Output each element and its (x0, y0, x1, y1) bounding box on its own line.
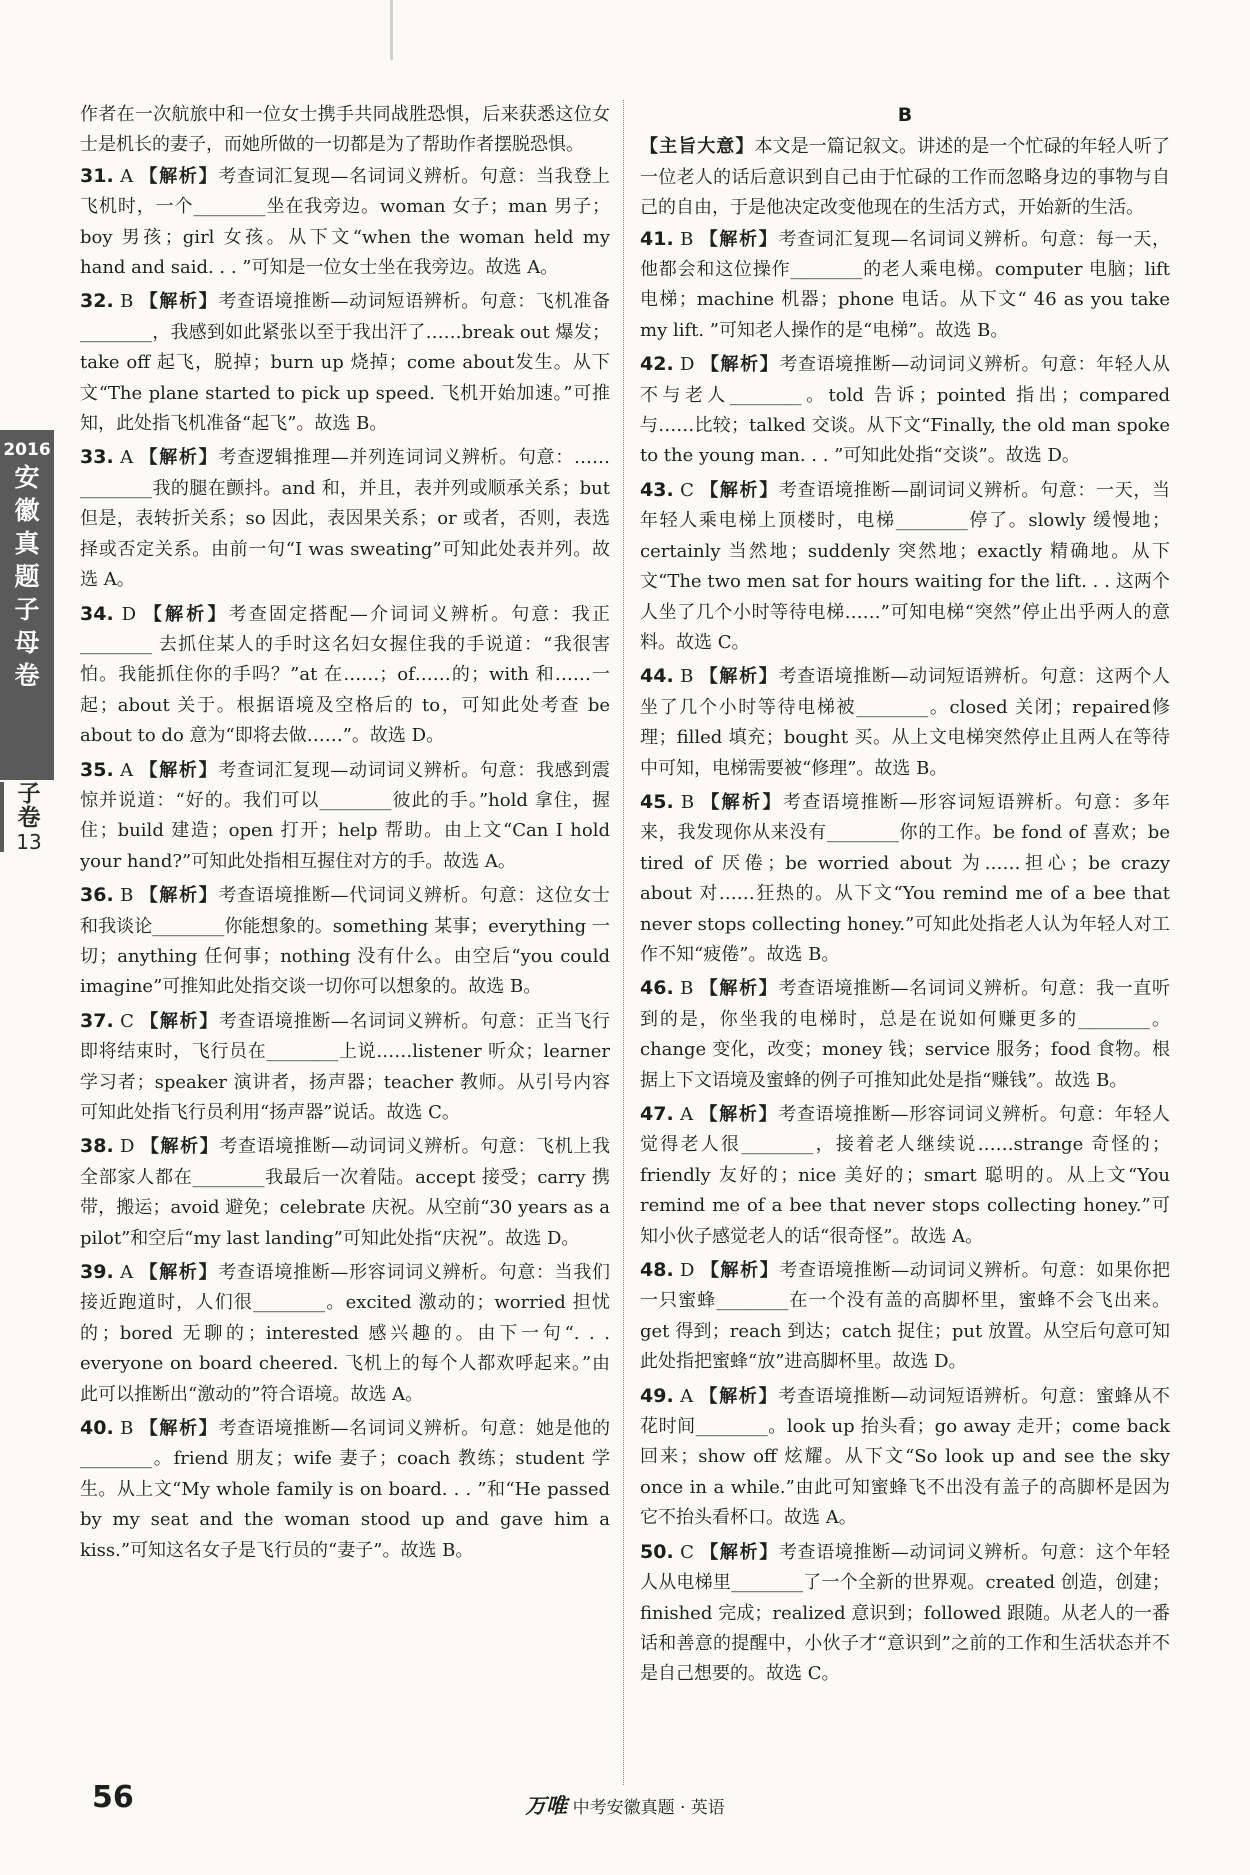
question-number: 49. (640, 1384, 674, 1407)
answer-item (80, 880, 610, 1003)
analysis-text: 考查语境推断—动词短语辨析。句意：飞机准备________，我感到如此紧张以至于我出汗了……break out 爆发；take off 起飞，脱掉；burn up 烧掉；come about发生。从下文“The plane started to pick up speed. 飞机开始加速。”可推知，此处指飞机准备“起飞”。故选 B。 (80, 291, 610, 435)
answer-letter: A (120, 759, 134, 781)
analysis-text: 考查固定搭配—介词词义辨析。句意：我正________ 去抓住某人的手时这名妇女握住我的手说道：“我很害怕。我能抓住你的手吗？”at 在……；of……的；with 和……一起；about 关于。根据语境及空格后的 to，可知此处考查 be about to do 意为“即将去做……”。故选 D。 (80, 603, 610, 747)
answer-letter: C (680, 479, 694, 501)
analysis-tag: 【解析】 (699, 978, 779, 1000)
analysis-text: 考查语境推断—形容词词义辨析。句意：年轻人觉得老人很________，接着老人继续说……strange 奇怪的；friendly 友好的；nice 美好的；smart 聪明的。从上文“You remind me of a bee that never stops collecting honey.”可知小伙子感觉老人的话“很奇怪”。故选 A。 (640, 1104, 1171, 1247)
sidebar-title-char: 子 (14, 595, 40, 624)
analysis-tag: 【解析】 (139, 165, 219, 187)
sidebar-title-char: 徽 (14, 496, 40, 525)
analysis-tag: 【解析】 (701, 791, 783, 813)
page-footer (0, 1790, 1250, 1820)
analysis-text: 考查语境推断—名词词义辨析。句意：正当飞行即将结束时，飞行员在________上说……listener 听众；learner 学习者；speaker 演讲者，扬声器；teacher 教师。从引号内容可知此处指飞行员利用“扬声器”说话。故选 C。 (80, 1010, 611, 1123)
question-number: 44. (640, 665, 674, 688)
answer-item (640, 661, 1170, 784)
answer-letter: B (680, 978, 694, 1000)
answer-letter: A (120, 1262, 134, 1284)
analysis-tag: 【解析】 (139, 447, 219, 469)
answer-letter: D (680, 1260, 695, 1282)
analysis-text: 考查语境推断—动词词义辨析。句意：飞机上我全部家人都在________我最后一次着陆。accept 接受；carry 携带，搬运；avoid 避免；celebrate 庆祝。从空前“30 years as a pilot”和空后“my last landing”可知此处指“庆祝”。故选 D。 (80, 1136, 610, 1249)
answer-item (80, 599, 610, 752)
question-number: 37. (80, 1009, 114, 1032)
answer-item (80, 755, 610, 878)
answer-letter: C (680, 1541, 694, 1563)
answer-letter: A (120, 447, 134, 469)
question-number: 39. (80, 1261, 114, 1284)
sidebar-title-char: 卷 (14, 661, 40, 690)
answer-item (640, 1099, 1170, 1252)
sidebar-title-char: 母 (14, 628, 40, 657)
answer-item (80, 442, 610, 595)
question-number: 34. (80, 602, 114, 625)
question-number: 38. (80, 1135, 114, 1158)
question-number: 31. (80, 164, 114, 187)
answer-item (80, 286, 610, 439)
footer-text: 中考安徽真题 · 英语 (572, 1798, 725, 1818)
summary-text: 本文是一篇记叙文。讲述的是一个忙碌的年轻人听了一位老人的话后意识到自己由于忙碌的工作而忽略身边的事物与自己的自由，于是他决定改变他现在的生活方式，开始新的生活。 (640, 136, 1171, 219)
answer-item (80, 1257, 610, 1410)
analysis-text: 考查语境推断—代词词义辨析。句意：这位女士和我谈论________你能想象的。something 某事；everything 一切；anything 任何事；nothing 没有什么。由空后“you could imagine”可推知此处指交谈一切你可以想象的。故选 B。 (80, 885, 610, 998)
analysis-tag: 【解析】 (700, 1541, 779, 1563)
passage-summary (640, 132, 1170, 223)
question-number: 47. (640, 1103, 674, 1125)
left-column (80, 100, 610, 1569)
answer-item (80, 1006, 610, 1129)
analysis-text: 考查语境推断—动词词义辨析。句意：如果你把一只蜜蜂________在一个没有盖的高脚杯里，蜜蜂不会飞出来。get 得到；reach 到达；catch 捉住；put 放置。从空后句意可知此处指把蜜蜂“放”进高脚杯里。故选 D。 (640, 1260, 1170, 1373)
sidebar-title-char: 题 (14, 562, 40, 591)
analysis-tag: 【解析】 (699, 666, 779, 688)
analysis-tag: 【解析】 (139, 759, 219, 781)
analysis-tag: 【解析】 (700, 354, 780, 376)
answer-letter: D (120, 1136, 135, 1158)
analysis-text: 考查词汇复现—名词词义辨析。句意：每一天，他都会和这位操作________的老人乘电梯。computer 电脑；lift 电梯；machine 机器；phone 电话。从下文“ 46 as you take my lift. ”可知老人操作的是“电梯”。故选 B。 (640, 228, 1170, 341)
answer-letter: B (120, 885, 134, 907)
analysis-text: 考查词汇复现—动词词义辨析。句意：我感到震惊并说道：“好的。我们可以________彼此的手。”hold 拿住，握住；build 建造；open 打开；help 帮助。由上文“Can I hold your hand?”可知此处指相互握住对方的手。故选 A。 (80, 759, 611, 872)
sub-volume-number: 13 (16, 830, 42, 854)
question-number: 40. (80, 1417, 114, 1440)
page-number: 56 (92, 1780, 134, 1815)
question-number: 43. (640, 478, 674, 501)
analysis-text: 考查语境推断—名词词义辨析。句意：我一直听到的是，你坐我的电梯时，总是在说如何赚更多的________。change 变化，改变；money 钱；service 服务；food 食物。根据上下文语境及蜜蜂的例子可推知此处是指“赚钱”。故选 B。 (640, 978, 1170, 1091)
sub-volume-char: 子 (17, 781, 41, 807)
question-number: 42. (640, 353, 674, 376)
analysis-tag: 【解析】 (699, 1104, 779, 1125)
brand-logo: 万唯 (525, 1794, 568, 1818)
analysis-text: 考查语境推断—形容词短语辨析。句意：多年来，我发现你从来没有________你的工作。be fond of 喜欢；be tired of 厌倦；be worried about 为……担心；be crazy about 对……狂热的。从下文“You remind me of a bee that never stops collecting honey.”可知此处指老人认为年轻人对工作不知“疲倦”。故选 B。 (640, 791, 1170, 965)
analysis-tag: 【解析】 (699, 228, 779, 250)
analysis-text: 考查语境推断—名词词义辨析。句意：她是他的________。friend 朋友；wife 妻子；coach 教练；student 学生。从上文“My whole family is on board. . . ”和“He passed by my seat and the woman stood up and gave him a kiss.”可知这名女子是飞行员的“妻子”。故选 B。 (80, 1418, 610, 1561)
answer-item (640, 1381, 1170, 1534)
answer-letter: D (121, 603, 137, 625)
series-sidebar (0, 430, 54, 780)
answer-letter: B (680, 228, 694, 250)
question-number: 46. (640, 977, 674, 1000)
question-number: 41. (640, 227, 674, 250)
sidebar-title-char: 真 (14, 529, 40, 558)
analysis-tag: 【解析】 (700, 1260, 780, 1282)
analysis-tag: 【解析】 (140, 1010, 219, 1032)
analysis-text: 考查语境推断—形容词词义辨析。句意：当我们接近跑道时，人们很________。excited 激动的；worried 担忧的；bored 无聊的；interested 感兴趣的。由下一句“. . . everyone on board cheered. 飞机上的每个人都欢呼起来。”由此可以推断出“激动的”符合语境。故选 A。 (80, 1262, 611, 1405)
question-number: 35. (80, 758, 114, 781)
answer-item (640, 1537, 1170, 1690)
question-number: 36. (80, 884, 114, 907)
question-number: 32. (80, 290, 114, 313)
answer-item (640, 224, 1170, 347)
analysis-tag: 【解析】 (139, 885, 219, 907)
analysis-tag: 【解析】 (139, 291, 219, 313)
analysis-tag: 【解析】 (699, 1385, 779, 1407)
sub-volume-tab (0, 782, 54, 852)
answer-item (640, 1255, 1170, 1378)
column-divider (623, 100, 624, 1785)
sub-volume-char: 卷 (17, 805, 41, 831)
analysis-text: 考查词汇复现—名词词义辨析。句意：当我登上飞机时，一个________坐在我旁边。woman 女子；man 男子；boy 男孩；girl 女孩。从下文“when the woman held my hand and said. . . ”可知是一位女士坐在我旁边。故选 A。 (80, 165, 611, 279)
analysis-text: 考查语境推断—副词词义辨析。句意：一天，当年轻人乘电梯上顶楼时，电梯________停了。slowly 缓慢地；certainly 当然地；suddenly 突然地；exactly 精确地。从下文“The two men sat for hours waiting for the lift. . . 这两个人坐了几个小时等待电梯……”可知电梯“突然”停止出乎两人的意料。故选 C。 (640, 479, 1171, 653)
question-number: 45. (640, 790, 674, 813)
passage-summary: 作者在一次航旅中和一位女士携手共同战胜恐惧，后来获悉这位女士是机长的妻子，而她所做的一切都是为了帮助作者摆脱恐惧。 (80, 104, 610, 156)
answer-item (80, 1131, 610, 1254)
answer-letter: B (680, 791, 695, 813)
analysis-text: 考查语境推断—动词词义辨析。句意：这个年轻人从电梯里________了一个全新的世界观。created 创造，创建；finished 完成；realized 意识到；followed 跟随。从老人的一番话和善意的提醒中，小伙子才“意识到”之前的工作和生活状态并不是自己想要的。故选 C。 (640, 1541, 1171, 1685)
question-number: 48. (640, 1259, 674, 1282)
answer-letter: D (680, 354, 695, 376)
answer-item (640, 349, 1170, 472)
analysis-tag: 【解析】 (139, 1418, 219, 1440)
answer-letter: B (120, 291, 134, 313)
answer-item (80, 1413, 610, 1566)
answer-letter: B (680, 666, 694, 688)
analysis-text: 考查语境推断—动词短语辨析。句意：蜜蜂从不花时间________。look up 抬头看；go away 走开；come back 回来；show off 炫耀。从下文“So look up and see the sky once in a while.”由此可知蜜蜂飞不出没有盖子的高脚杯是因为它不抬头看杯口。故选 A。 (640, 1385, 1171, 1529)
answer-item (80, 161, 610, 284)
answer-item (640, 475, 1170, 658)
analysis-text: 考查逻辑推理—并列连词词义辨析。句意：……________我的腿在颤抖。and 和，并且，表并列或顺承关系；but 但是，表转折关系；so 因此，表因果关系；or 或者，否则，表选择或否定关系。由前一句“I was sweating”可知此处表并列。故选 A。 (80, 447, 610, 591)
analysis-tag: 【解析】 (700, 479, 779, 501)
right-column (640, 100, 1170, 1693)
sidebar-title-char: 安 (14, 463, 40, 492)
answer-item (640, 973, 1170, 1096)
analysis-tag: 【解析】 (143, 603, 229, 625)
sidebar-year: 2016 (3, 440, 51, 460)
question-number: 33. (80, 446, 114, 469)
answer-item (640, 787, 1170, 970)
question-number: 50. (640, 1540, 674, 1563)
summary-tag: 【主旨大意】 (640, 136, 755, 158)
analysis-text: 考查语境推断—动词短语辨析。句意：这两个人坐了几个小时等待电梯被________。closed 关闭；repaired修理；filled 填充；bought 买。从上文电梯突然停止且两人在等待中可知，电梯需要被“修理”。故选 B。 (640, 666, 1170, 779)
answer-letter: A (120, 165, 134, 187)
answer-letter: A (680, 1385, 694, 1407)
analysis-tag: 【解析】 (140, 1136, 220, 1158)
binding-mark (390, 0, 393, 60)
answer-letter: B (120, 1418, 134, 1440)
answer-letter: A (680, 1104, 694, 1125)
analysis-text: 考查语境推断—动词词义辨析。句意：年轻人从不与老人________。told 告诉；pointed 指出；compared 与……比较；talked 交谈。从下文“Finally, the old man spoke to the young man. . . ”可知此处指“交谈”。故选 D。 (640, 354, 1170, 467)
section-title: B (897, 104, 913, 126)
analysis-tag: 【解析】 (139, 1262, 219, 1284)
answer-letter: C (120, 1010, 134, 1032)
